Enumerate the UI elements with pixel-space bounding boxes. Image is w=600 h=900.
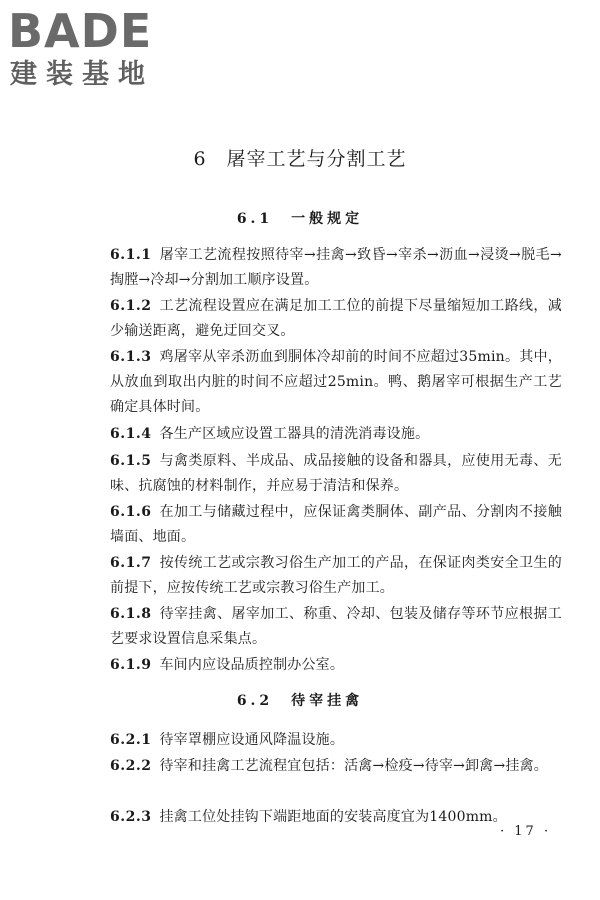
clause-text: 待宰和挂禽工艺流程宜包括：活禽→检疫→待宰→卸禽→挂禽。: [159, 758, 549, 774]
clause-number: 6.1.7: [110, 555, 152, 571]
clause-6-1-2: [110, 294, 562, 344]
clause-6-1-9: [110, 653, 562, 678]
logo-brand: BADE: [8, 4, 153, 58]
clause-number: 6.1.5: [110, 453, 152, 469]
clause-text: 车间内应设品质控制办公室。: [159, 657, 345, 673]
clause-text: 与禽类原料、半成品、成品接触的设备和器具，应使用无毒、无味、抗腐蚀的材料制作，并应易于清洁和保养。: [110, 453, 562, 494]
clause-number: 6.1.6: [110, 504, 152, 520]
clause-6-1-1: [110, 243, 562, 293]
clause-number: 6.1.4: [110, 426, 152, 442]
clause-number: 6.1.3: [110, 349, 152, 365]
logo-subtitle: 建装基地: [10, 59, 154, 90]
clause-text: 工艺流程设置应在满足加工工位的前提下尽量缩短加工路线，减少输送距离，避免迂回交叉。: [110, 298, 562, 339]
clause-6-1-5: [110, 449, 562, 499]
clause-text: 屠宰工艺流程按照待宰→挂禽→致昏→宰杀→沥血→浸烫→脱毛→掏膛→冷却→分割加工顺序设置。: [110, 247, 562, 288]
clause-6-1-8: [110, 602, 562, 652]
clause-6-1-3: [110, 345, 562, 420]
clause-number: 6.1.8: [110, 606, 152, 622]
bade-logo: [8, 6, 178, 92]
clause-number: 6.2.3: [110, 809, 152, 825]
clause-number: 6.2.2: [110, 758, 152, 774]
clause-6-1-6: [110, 500, 562, 550]
chapter-title: 6 屠宰工艺与分割工艺: [193, 148, 407, 170]
clause-number: 6.1.9: [110, 657, 152, 673]
clause-text: 各生产区域应设置工器具的清洗消毒设施。: [159, 426, 430, 442]
clause-6-1-7: [110, 551, 562, 601]
section-title-6-2: 6.2 待宰挂禽: [236, 693, 364, 709]
clause-text: 待宰挂禽、屠宰加工、称重、冷却、包装及储存等环节应根据工艺要求设置信息采集点。: [110, 606, 562, 647]
clause-number: 6.2.1: [110, 732, 152, 748]
clause-text: 挂禽工位处挂钩下端距地面的安装高度宜为1400mm。: [159, 809, 507, 825]
clause-text: 按传统工艺或宗教习俗生产加工的产品，在保证肉类安全卫生的前提下，应按传统工艺或宗教习俗生产加工。: [110, 555, 562, 596]
clause-text: 在加工与储藏过程中，应保证禽类胴体、副产品、分割肉不接触墙面、地面。: [110, 504, 562, 545]
clause-6-2-3: [110, 805, 562, 830]
section-title-6-1: 6.1 一般规定: [236, 211, 364, 227]
page-number: · 17 ·: [500, 824, 552, 839]
clause-text: 鸡屠宰从宰杀沥血到胴体冷却前的时间不应超过35min。其中，从放血到取出内脏的时间不应超过25min。鸭、鹅屠宰可根据生产工艺确定具体时间。: [110, 349, 562, 415]
clause-6-2-2: [110, 754, 562, 779]
clause-text: 待宰罩棚应设通风降温设施。: [159, 732, 345, 748]
clause-6-1-4: [110, 422, 562, 447]
clause-number: 6.1.2: [110, 298, 152, 314]
clause-number: 6.1.1: [110, 247, 152, 263]
clause-6-2-1: [110, 728, 562, 753]
